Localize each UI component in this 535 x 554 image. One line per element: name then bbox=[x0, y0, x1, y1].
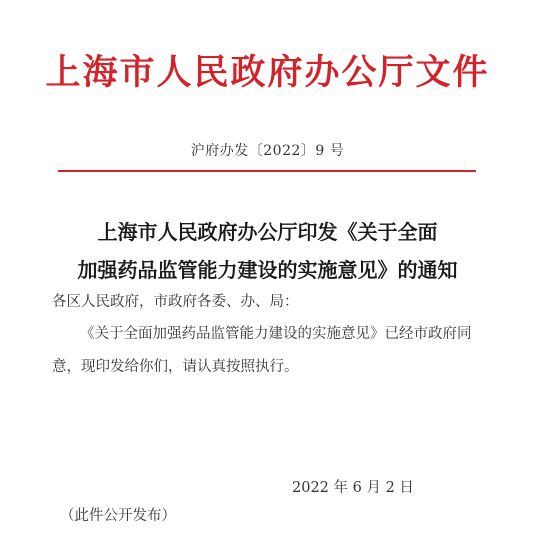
masthead-title: 上海市人民政府办公厅文件 bbox=[45, 53, 490, 93]
notice-body-line-2: 意，现印发给你们，请认真按照执行。 bbox=[52, 359, 299, 375]
red-divider-line bbox=[58, 170, 476, 172]
issue-date: 2022 年 6 月 2 日 bbox=[292, 480, 414, 496]
notice-title-line-1: 上海市人民政府办公厅印发《关于全面 bbox=[97, 220, 438, 244]
publication-note: （此件公开发布） bbox=[60, 508, 176, 524]
salutation: 各区人民政府，市政府各委、办、局： bbox=[52, 294, 299, 310]
document-number: 沪府办发〔2022〕9 号 bbox=[190, 143, 345, 159]
notice-title-line-2: 加强药品监管能力建设的实施意见》的通知 bbox=[77, 258, 458, 282]
notice-body-line-1: 《关于全面加强药品监管能力建设的实施意见》已经市政府同 bbox=[80, 326, 472, 342]
notice-body bbox=[52, 318, 492, 384]
notice-title bbox=[0, 213, 535, 289]
